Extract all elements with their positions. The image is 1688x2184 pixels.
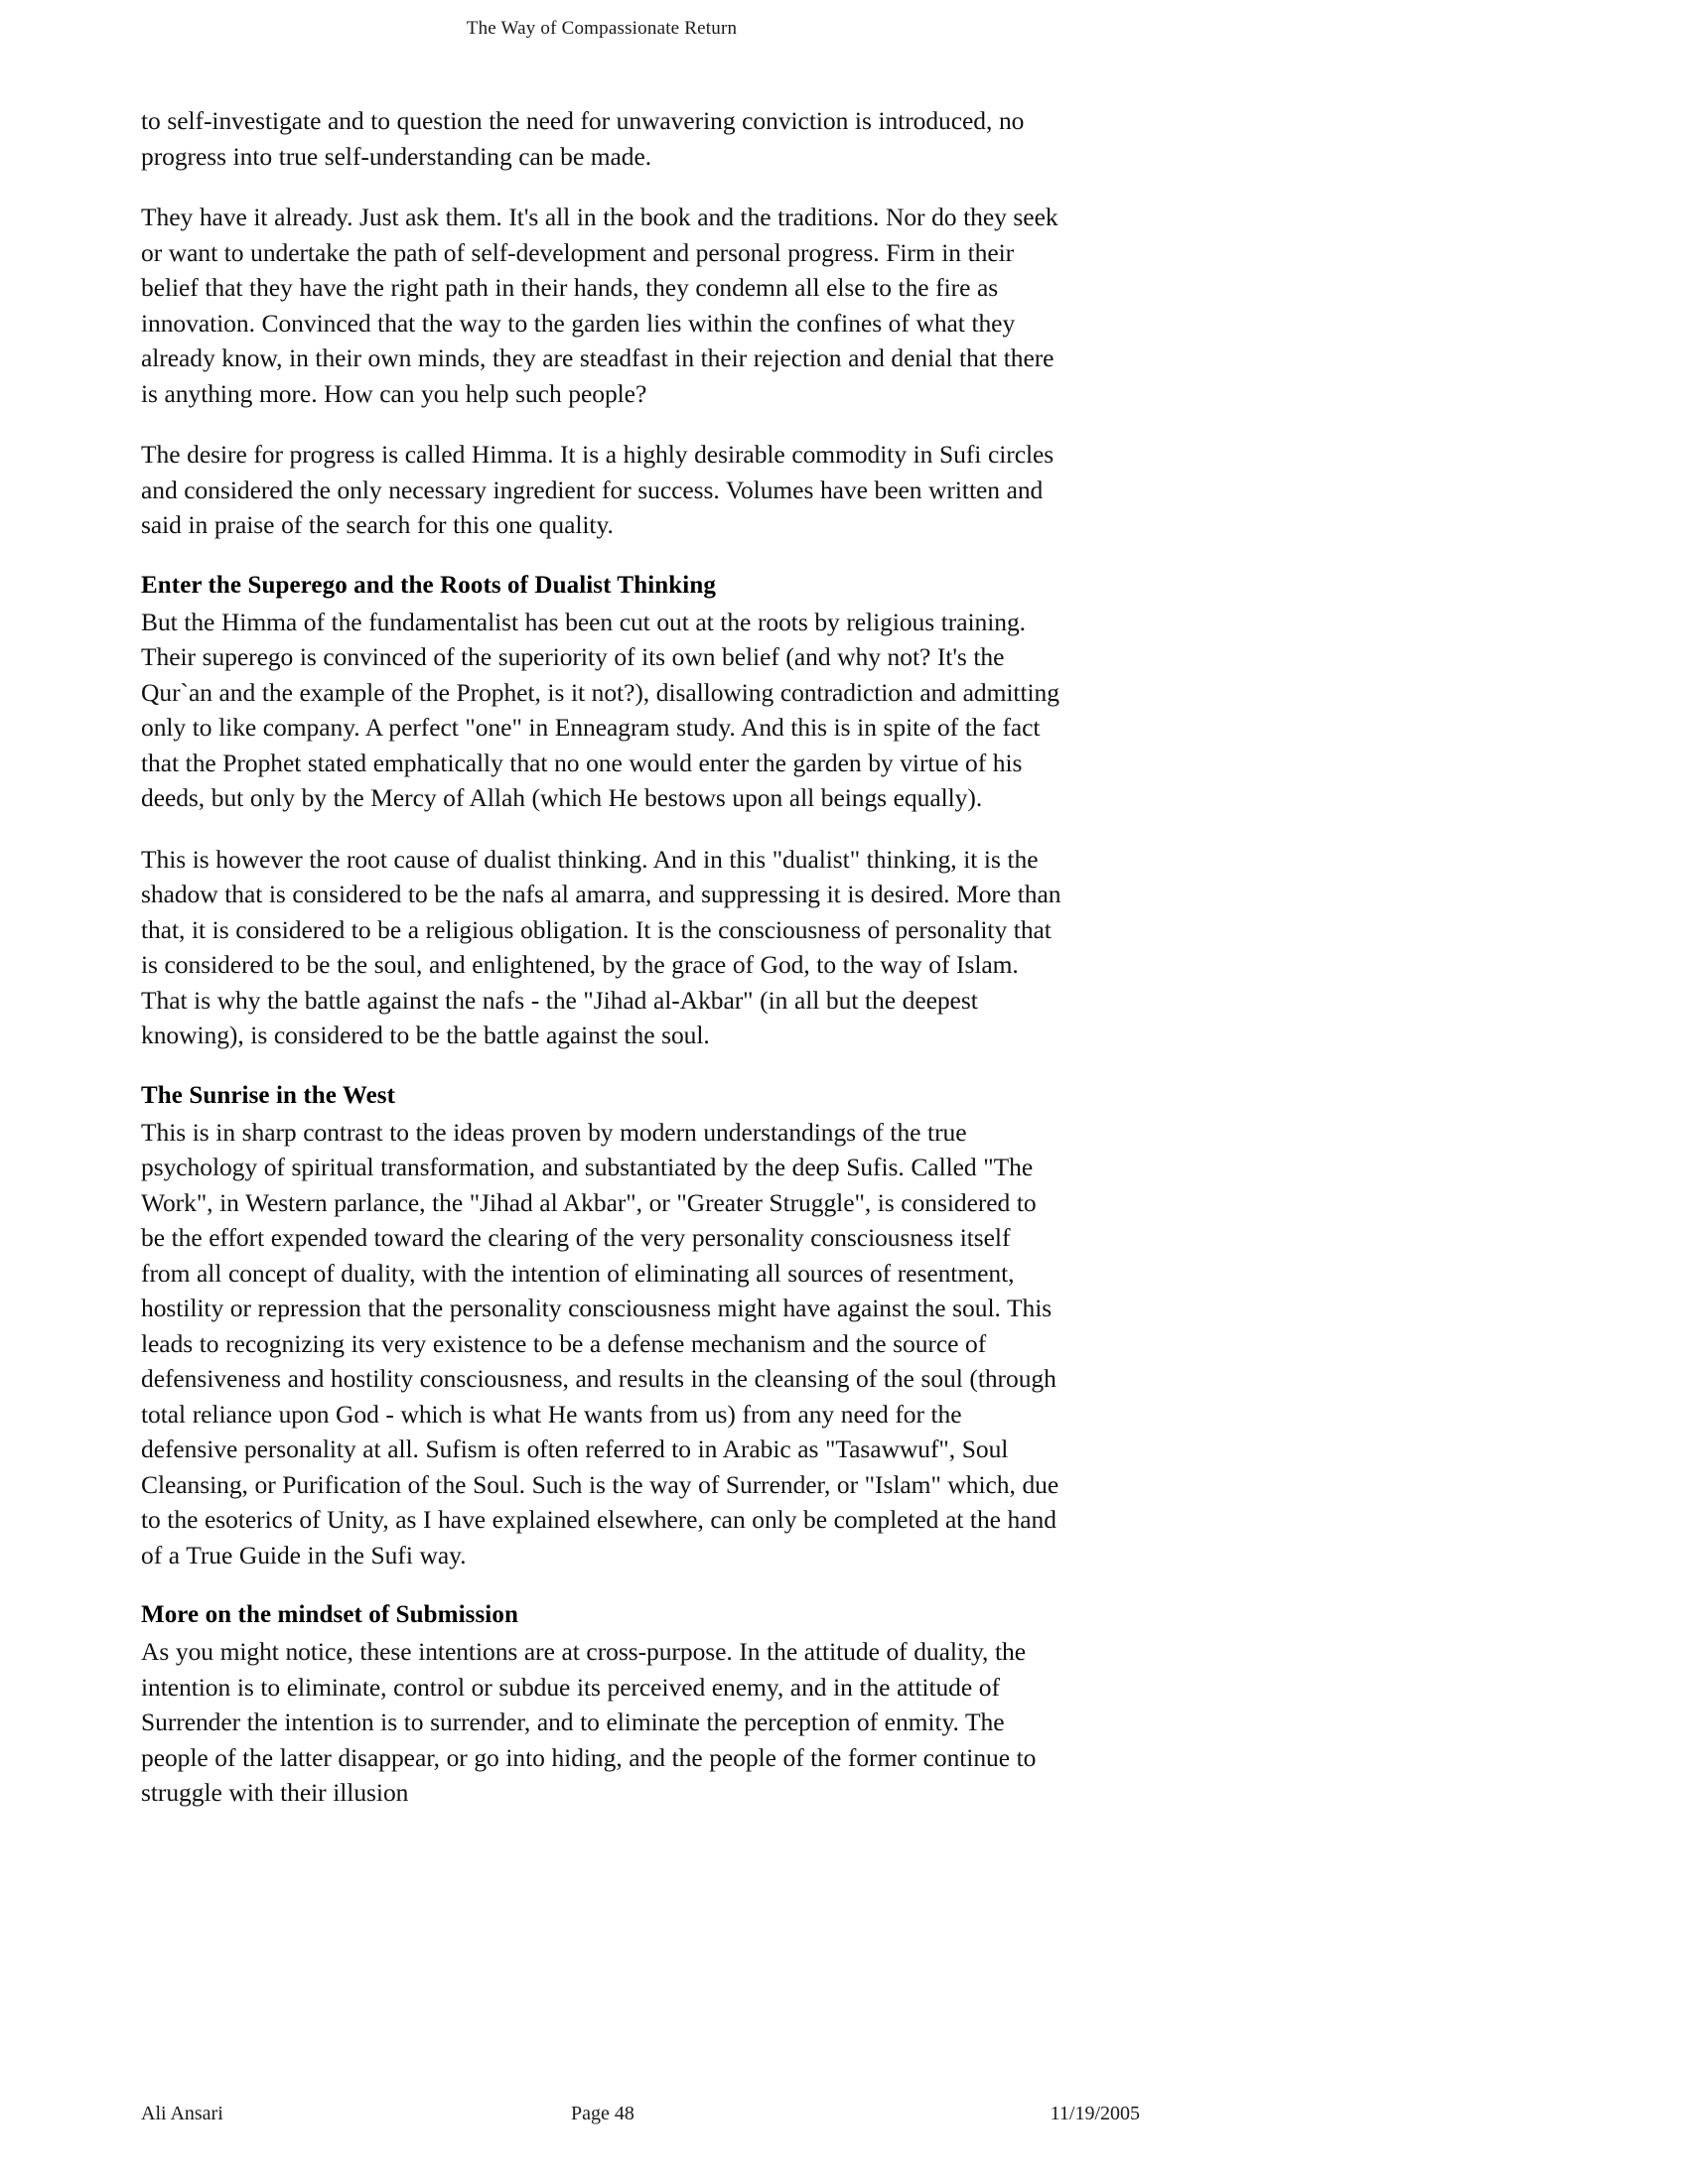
section-heading-mindset-of-submission: More on the mindset of Submission — [141, 1601, 518, 1628]
section-heading-superego: Enter the Superego and the Roots of Dualist Thinking — [141, 571, 716, 599]
body-paragraph: They have it already. Just ask them. It's all in the book and the traditions. Nor do they seek or want to undertake the path of self-development and personal progress. Firm in their belief that they have the right path in their hands, they condemn all else to the fire as innovation. Convinced that the way to the garden lies within the confines of what they already know, in their own minds, they are steadfast in their rejection and denial that there is anything more. How can you help such people? — [141, 203, 1058, 408]
body-paragraph: to self-investigate and to question the need for unwavering conviction is introduced, no progress into true self-understanding can be made. — [141, 106, 1025, 171]
body-paragraph: But the Himma of the fundamentalist has been cut out at the roots by religious training. Their superego is convinced of the superiority of its own belief (and why not? It's the Qur`an and the example of the Prophet, is it not?), disallowing contradiction and admitting only to like company. A perfect "one" in Enneagram study. And this is in spite of the fact that the Prophet stated emphatically that no one would enter the garden by virtue of his deeds, but only by the Mercy of Allah (which He bestows upon all beings equally). — [141, 607, 1059, 812]
body-paragraph: This is in sharp contrast to the ideas proven by modern understandings of the true psychology of spiritual transformation, and substantiated by the deep Sufis. Called "The Work", in Western parlance, the "Jihad al Akbar", or "Greater Struggle", is considered to be the effort expended toward the clearing of the very personality consciousness itself from all concept of duality, with the intention of eliminating all sources of resentment, hostility or repression that the personality consciousness might have against the soul. This leads to recognizing its very existence to be a defense mechanism and the source of defensiveness and hostility consciousness, and results in the cleansing of the soul (through total reliance upon God - which is what He wants from us) from any need for the defensive personality at all. Sufism is often referred to in Arabic as "Tasawwuf", Soul Cleansing, or Purification of the Soul. Such is the way of Surrender, or "Islam" which, due to the esoterics of Unity, as I have explained elsewhere, can only be completed at the hand of a True Guide in the Sufi way. — [141, 1117, 1059, 1570]
body-paragraph: This is however the root cause of dualist thinking. And in this "dualist" thinking, it is the shadow that is considered to be the nafs al amarra, and suppressing it is desired. More than that, it is considered to be a religious obligation. It is the consciousness of personality that is considered to be the soul, and enlightened, by the grace of God, to the way of Islam. That is why the battle against the nafs - the "Jihad al-Akbar" (in all but the deepest knowing), is considered to be the battle against the soul. — [141, 844, 1061, 1049]
body-paragraph: The desire for progress is called Himma. It is a highly desirable commodity in Sufi circles and considered the only necessary ingredient for success. Volumes have been written and said in praise of the search for this one quality. — [141, 440, 1055, 539]
footer-author: Ali Ansari — [141, 2103, 223, 2124]
page-body-content — [141, 103, 1064, 1811]
footer-page-number: Page 48 — [571, 2103, 634, 2124]
running-header-title: The Way of Compassionate Return — [466, 18, 738, 39]
body-paragraph: As you might notice, these intentions are at cross-purpose. In the attitude of duality, the intention is to eliminate, control or subdue its perceived enemy, and in the attitude of Surrender the intention is to surrender, and to eliminate the perception of enmity. The people of the latter disappear, or go into hiding, and the people of the former continue to struggle with their illusion — [141, 1637, 1037, 1807]
section-heading-sunrise-in-the-west: The Sunrise in the West — [141, 1081, 396, 1109]
page-footer — [141, 2103, 1344, 2132]
footer-date: 11/19/2005 — [1050, 2103, 1140, 2124]
